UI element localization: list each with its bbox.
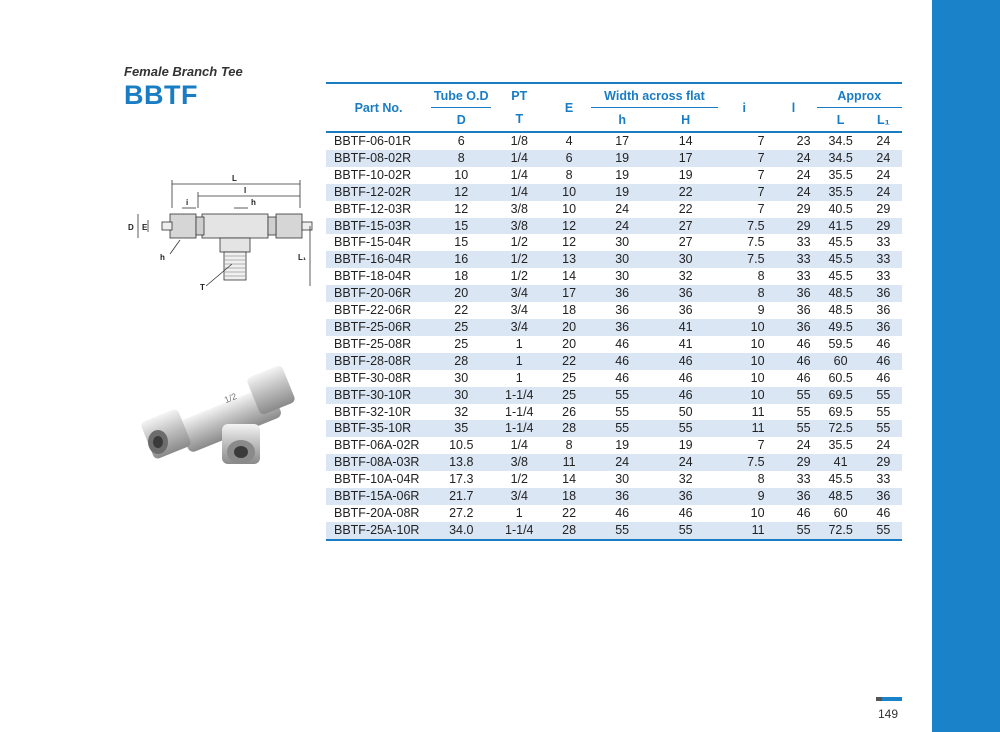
cell-tube-od-d: 25 <box>454 336 469 351</box>
cell-e: 10 <box>562 184 577 199</box>
cell-approx-L: 49.5 <box>828 319 853 334</box>
cell-tube-od-d: 32 <box>454 404 469 419</box>
cell-width-H: 55 <box>678 421 693 436</box>
cell-pt-t: 1 <box>515 370 523 385</box>
cell-width-h: 30 <box>615 235 630 250</box>
cell-approx-L1: 36 <box>876 286 891 301</box>
cell-part-no: BBTF-30-08R <box>334 370 412 385</box>
cell-part-no: BBTF-30-10R <box>334 387 412 402</box>
cell-i: 10 <box>750 336 765 351</box>
cell-part-no: BBTF-16-04R <box>334 252 412 267</box>
cell-approx-L1: 46 <box>876 505 891 520</box>
cell-approx-L1: 36 <box>876 489 891 504</box>
cell-l: 36 <box>796 303 811 318</box>
cell-approx-L: 35.5 <box>828 438 853 453</box>
cell-i: 7 <box>757 150 765 165</box>
cell-approx-L1: 24 <box>876 184 891 199</box>
cell-approx-L: 35.5 <box>828 167 853 182</box>
cell-width-h: 36 <box>615 303 630 318</box>
cell-width-h: 55 <box>615 387 630 402</box>
dim-label-L1: L₁ <box>298 253 307 262</box>
table-row <box>326 251 902 268</box>
cell-width-H: 22 <box>678 201 693 216</box>
cell-part-no: BBTF-12-02R <box>334 184 412 199</box>
cell-width-H: 36 <box>678 489 693 504</box>
cell-l: 55 <box>796 421 811 436</box>
cell-width-H: 41 <box>678 319 693 334</box>
cell-l: 29 <box>796 218 811 233</box>
cell-approx-L: 59.5 <box>828 336 853 351</box>
cell-tube-od-d: 13.8 <box>449 455 474 470</box>
cell-e: 22 <box>562 505 577 520</box>
cell-width-h: 55 <box>615 522 630 537</box>
cell-width-H: 32 <box>678 269 693 284</box>
cell-tube-od-d: 25 <box>454 319 469 334</box>
dim-label-i: i <box>186 198 189 207</box>
cell-e: 12 <box>562 218 577 233</box>
cell-width-h: 24 <box>615 218 630 233</box>
cell-approx-L1: 55 <box>876 387 891 402</box>
cell-i: 11 <box>751 522 765 537</box>
cell-part-no: BBTF-25A-10R <box>334 522 420 537</box>
header-L: L <box>836 112 845 127</box>
table-row <box>326 234 902 251</box>
cell-width-h: 19 <box>615 184 630 199</box>
cell-approx-L: 45.5 <box>828 269 853 284</box>
cell-approx-L1: 29 <box>876 218 891 233</box>
cell-l: 33 <box>796 252 811 267</box>
header-L1: L₁ <box>876 112 890 127</box>
cell-approx-L1: 33 <box>876 269 891 284</box>
cell-part-no: BBTF-20-06R <box>334 286 412 301</box>
table-row <box>326 522 902 540</box>
cell-e: 25 <box>562 387 577 402</box>
cell-width-H: 50 <box>678 404 693 419</box>
page-marker <box>876 697 902 701</box>
cell-approx-L1: 29 <box>876 201 891 216</box>
cell-pt-t: 1/8 <box>510 134 528 148</box>
cell-l: 36 <box>796 489 811 504</box>
cell-approx-L: 48.5 <box>828 286 853 301</box>
cell-width-H: 36 <box>678 303 693 318</box>
cell-i: 10 <box>750 353 765 368</box>
cell-tube-od-d: 10 <box>454 167 469 182</box>
table-row <box>326 132 902 150</box>
cell-tube-od-d: 22 <box>454 303 469 318</box>
cell-i: 7.5 <box>747 218 765 233</box>
cell-pt-t: 1/2 <box>510 472 528 487</box>
cell-width-h: 46 <box>615 370 630 385</box>
cell-i: 10 <box>750 319 765 334</box>
cell-e: 6 <box>565 150 573 165</box>
cell-width-H: 30 <box>678 252 693 267</box>
cell-approx-L: 69.5 <box>828 387 853 402</box>
cell-part-no: BBTF-32-10R <box>334 404 412 419</box>
header-part-no: Part No. <box>354 100 403 115</box>
cell-pt-t: 3/4 <box>510 286 528 301</box>
cell-part-no: BBTF-08-02R <box>334 150 412 165</box>
cell-width-H: 14 <box>678 134 693 148</box>
cell-i: 8 <box>757 472 765 487</box>
cell-i: 7.5 <box>747 235 765 250</box>
cell-approx-L1: 55 <box>876 522 891 537</box>
cell-tube-od-d: 10.5 <box>449 438 474 453</box>
cell-l: 23 <box>796 134 811 148</box>
table-row <box>326 302 902 319</box>
side-color-bar <box>932 0 1000 732</box>
cell-approx-L: 35.5 <box>828 184 853 199</box>
table-row <box>326 404 902 421</box>
cell-part-no: BBTF-20A-08R <box>334 505 420 520</box>
header-e: E <box>564 100 574 115</box>
cell-e: 25 <box>562 370 577 385</box>
cell-e: 4 <box>565 134 573 148</box>
cell-tube-od-d: 20 <box>454 286 469 301</box>
cell-width-h: 24 <box>615 201 630 216</box>
cell-e: 14 <box>562 472 577 487</box>
cell-i: 7 <box>757 438 765 453</box>
page-number: 149 <box>878 707 899 721</box>
cell-i: 7.5 <box>747 252 765 267</box>
cell-width-h: 17 <box>615 134 630 148</box>
cell-i: 7 <box>757 167 765 182</box>
header-pt: PT <box>511 88 528 103</box>
cell-e: 10 <box>562 201 577 216</box>
cell-l: 24 <box>796 184 811 199</box>
cell-width-H: 41 <box>678 336 693 351</box>
table-row <box>326 285 902 302</box>
header-i: i <box>742 100 746 115</box>
cell-width-h: 19 <box>615 438 630 453</box>
cell-approx-L: 41.5 <box>828 218 853 233</box>
technical-drawing <box>120 168 320 293</box>
table-row <box>326 488 902 505</box>
cell-width-H: 19 <box>678 167 693 182</box>
cell-pt-t: 1 <box>515 336 523 351</box>
dim-label-E: E <box>142 223 148 232</box>
cell-width-h: 46 <box>615 353 630 368</box>
cell-l: 29 <box>796 201 811 216</box>
cell-i: 7 <box>757 134 765 148</box>
cell-pt-t: 1 <box>515 353 523 368</box>
cell-pt-t: 3/8 <box>510 218 528 233</box>
cell-approx-L: 60 <box>833 505 848 520</box>
cell-pt-t: 1-1/4 <box>505 404 534 419</box>
cell-l: 33 <box>796 472 811 487</box>
cell-i: 8 <box>757 269 765 284</box>
table-row <box>326 471 902 488</box>
cell-tube-od-d: 27.2 <box>449 505 474 520</box>
cell-i: 11 <box>751 404 765 419</box>
cell-i: 9 <box>757 303 765 318</box>
cell-approx-L: 45.5 <box>828 252 853 267</box>
cell-l: 55 <box>796 387 811 402</box>
cell-approx-L: 60.5 <box>828 370 853 385</box>
header-h-big: H <box>681 112 691 127</box>
cell-e: 26 <box>562 404 577 419</box>
cell-pt-t: 1-1/4 <box>505 387 534 402</box>
cell-tube-od-d: 15 <box>454 218 469 233</box>
cell-approx-L: 69.5 <box>828 404 853 419</box>
cell-part-no: BBTF-06A-02R <box>334 438 420 453</box>
cell-width-h: 46 <box>615 336 630 351</box>
cell-width-h: 19 <box>615 167 630 182</box>
cell-pt-t: 3/4 <box>510 489 528 504</box>
cell-width-h: 36 <box>615 286 630 301</box>
cell-approx-L1: 55 <box>876 421 891 436</box>
cell-l: 55 <box>796 404 811 419</box>
cell-approx-L1: 55 <box>876 404 891 419</box>
cell-approx-L: 72.5 <box>828 522 853 537</box>
cell-width-H: 27 <box>678 218 693 233</box>
cell-approx-L1: 33 <box>876 235 891 250</box>
cell-tube-od-d: 8 <box>457 150 465 165</box>
cell-e: 17 <box>562 286 577 301</box>
dimension-table <box>326 82 902 541</box>
cell-width-h: 46 <box>615 505 630 520</box>
cell-width-h: 36 <box>615 489 630 504</box>
cell-approx-L: 41 <box>833 455 848 470</box>
cell-l: 46 <box>796 505 811 520</box>
header-width-across-flat: Width across flat <box>591 83 718 108</box>
cell-tube-od-d: 18 <box>454 269 469 284</box>
header-t: T <box>515 112 524 127</box>
cell-approx-L1: 36 <box>876 303 891 318</box>
cell-approx-L1: 33 <box>876 472 891 487</box>
table-row <box>326 319 902 336</box>
cell-i: 7.5 <box>747 455 765 470</box>
cell-width-H: 32 <box>678 472 693 487</box>
cell-approx-L1: 33 <box>876 252 891 267</box>
cell-tube-od-d: 6 <box>457 134 465 148</box>
header-h-small: h <box>618 112 626 127</box>
cell-tube-od-d: 12 <box>454 184 469 199</box>
cell-i: 10 <box>750 370 765 385</box>
cell-e: 11 <box>562 455 576 470</box>
cell-tube-od-d: 17.3 <box>449 472 474 487</box>
cell-l: 36 <box>796 286 811 301</box>
cell-tube-od-d: 30 <box>454 370 469 385</box>
cell-width-H: 22 <box>678 184 693 199</box>
cell-pt-t: 1/2 <box>510 235 528 250</box>
cell-approx-L1: 24 <box>876 150 891 165</box>
dim-label-D: D <box>128 223 134 232</box>
cell-i: 7 <box>757 184 765 199</box>
cell-l: 33 <box>796 269 811 284</box>
table-row <box>326 420 902 437</box>
cell-approx-L: 45.5 <box>828 235 853 250</box>
cell-approx-L: 72.5 <box>828 421 853 436</box>
cell-width-h: 19 <box>615 150 630 165</box>
cell-e: 18 <box>562 489 577 504</box>
cell-pt-t: 3/4 <box>510 303 528 318</box>
cell-part-no: BBTF-35-10R <box>334 421 412 436</box>
table-row <box>326 336 902 353</box>
cell-part-no: BBTF-15-04R <box>334 235 412 250</box>
cell-part-no: BBTF-25-06R <box>334 319 412 334</box>
cell-e: 12 <box>562 235 577 250</box>
cell-e: 20 <box>562 319 577 334</box>
cell-l: 33 <box>796 235 811 250</box>
cell-approx-L: 48.5 <box>828 489 853 504</box>
cell-part-no: BBTF-22-06R <box>334 303 412 318</box>
cell-l: 29 <box>796 455 811 470</box>
cell-i: 9 <box>757 489 765 504</box>
table-row <box>326 167 902 184</box>
product-photo <box>140 362 300 480</box>
cell-part-no: BBTF-15A-06R <box>334 489 420 504</box>
cell-approx-L1: 24 <box>876 438 891 453</box>
dim-label-T: T <box>200 283 205 292</box>
cell-approx-L: 48.5 <box>828 303 853 318</box>
cell-pt-t: 1 <box>515 505 523 520</box>
table-row <box>326 437 902 454</box>
cell-approx-L: 45.5 <box>828 472 853 487</box>
cell-width-H: 36 <box>678 286 693 301</box>
cell-width-H: 46 <box>678 387 693 402</box>
cell-approx-L1: 46 <box>876 353 891 368</box>
cell-width-H: 46 <box>678 353 693 368</box>
cell-part-no: BBTF-18-04R <box>334 269 412 284</box>
cell-tube-od-d: 30 <box>454 387 469 402</box>
cell-width-H: 46 <box>678 505 693 520</box>
table-row <box>326 184 902 201</box>
cell-width-H: 24 <box>678 455 693 470</box>
table-row <box>326 150 902 167</box>
header-approx: Approx <box>817 83 902 108</box>
cell-approx-L1: 24 <box>876 167 891 182</box>
cell-i: 11 <box>751 421 765 436</box>
cell-l: 24 <box>796 150 811 165</box>
cell-e: 8 <box>565 438 573 453</box>
cell-l: 55 <box>796 522 811 537</box>
cell-e: 22 <box>562 353 577 368</box>
cell-pt-t: 3/8 <box>510 201 528 216</box>
cell-pt-t: 1-1/4 <box>505 421 534 436</box>
cell-width-h: 55 <box>615 404 630 419</box>
cell-width-h: 30 <box>615 269 630 284</box>
header-l: l <box>791 100 796 115</box>
table-row <box>326 268 902 285</box>
product-code-title: BBTF <box>124 80 198 110</box>
cell-l: 46 <box>796 336 811 351</box>
cell-pt-t: 1/4 <box>510 184 528 199</box>
cell-e: 20 <box>562 336 577 351</box>
cell-width-H: 27 <box>678 235 693 250</box>
header-tube-od: Tube O.D <box>431 83 491 108</box>
table-row <box>326 370 902 387</box>
table-row <box>326 201 902 218</box>
cell-tube-od-d: 16 <box>454 252 469 267</box>
cell-width-h: 36 <box>615 319 630 334</box>
cell-width-H: 19 <box>678 438 693 453</box>
cell-e: 28 <box>562 522 577 537</box>
cell-tube-od-d: 34.0 <box>449 522 474 537</box>
cell-e: 14 <box>562 269 577 284</box>
cell-width-H: 46 <box>678 370 693 385</box>
cell-i: 10 <box>750 387 765 402</box>
cell-pt-t: 1/4 <box>510 150 528 165</box>
cell-pt-t: 1/4 <box>510 167 528 182</box>
cell-pt-t: 1/2 <box>510 252 528 267</box>
cell-tube-od-d: 28 <box>454 353 469 368</box>
cell-width-h: 30 <box>615 252 630 267</box>
cell-approx-L1: 36 <box>876 319 891 334</box>
cell-e: 18 <box>562 303 577 318</box>
cell-approx-L: 34.5 <box>828 150 853 165</box>
cell-tube-od-d: 35 <box>454 421 469 436</box>
dim-label-h-top: h <box>251 198 256 207</box>
dim-label-l: l <box>244 186 247 195</box>
dim-label-L: L <box>232 174 237 183</box>
cell-pt-t: 3/4 <box>510 319 528 334</box>
cell-pt-t: 1-1/4 <box>505 522 534 537</box>
cell-tube-od-d: 21.7 <box>449 489 474 504</box>
cell-pt-t: 1/2 <box>510 269 528 284</box>
cell-width-h: 30 <box>615 472 630 487</box>
cell-e: 13 <box>562 252 577 267</box>
cell-i: 10 <box>750 505 765 520</box>
cell-l: 46 <box>796 370 811 385</box>
cell-l: 36 <box>796 319 811 334</box>
cell-approx-L: 40.5 <box>828 201 853 216</box>
cell-pt-t: 1/4 <box>510 438 528 453</box>
cell-part-no: BBTF-10A-04R <box>334 472 420 487</box>
cell-approx-L1: 24 <box>876 134 891 148</box>
cell-e: 28 <box>562 421 577 436</box>
cell-part-no: BBTF-12-03R <box>334 201 412 216</box>
header-d: D <box>456 112 466 127</box>
cell-i: 8 <box>757 286 765 301</box>
cell-approx-L: 34.5 <box>828 134 853 148</box>
cell-part-no: BBTF-25-08R <box>334 336 412 351</box>
cell-part-no: BBTF-15-03R <box>334 218 412 233</box>
cell-tube-od-d: 12 <box>454 201 469 216</box>
cell-l: 24 <box>796 167 811 182</box>
cell-part-no: BBTF-06-01R <box>334 134 412 148</box>
cell-width-h: 55 <box>615 421 630 436</box>
cell-tube-od-d: 15 <box>454 235 469 250</box>
cell-part-no: BBTF-08A-03R <box>334 455 420 470</box>
cell-approx-L1: 29 <box>876 455 891 470</box>
cell-part-no: BBTF-28-08R <box>334 353 412 368</box>
dim-label-h-left: h <box>160 253 165 262</box>
cell-e: 8 <box>565 167 573 182</box>
cell-width-H: 17 <box>678 150 693 165</box>
table-row <box>326 218 902 235</box>
cell-part-no: BBTF-10-02R <box>334 167 412 182</box>
table-row <box>326 387 902 404</box>
cell-approx-L: 60 <box>833 353 848 368</box>
cell-i: 7 <box>757 201 765 216</box>
table-row <box>326 505 902 522</box>
cell-approx-L1: 46 <box>876 370 891 385</box>
cell-width-h: 24 <box>615 455 630 470</box>
cell-l: 24 <box>796 438 811 453</box>
cell-l: 46 <box>796 353 811 368</box>
table-row <box>326 353 902 370</box>
cell-approx-L1: 46 <box>876 336 891 351</box>
cell-width-H: 55 <box>678 522 693 537</box>
cell-pt-t: 3/8 <box>510 455 528 470</box>
photo-size-marking: 1/2 <box>222 391 239 406</box>
table-row <box>326 454 902 471</box>
product-subtitle: Female Branch Tee <box>124 64 243 79</box>
